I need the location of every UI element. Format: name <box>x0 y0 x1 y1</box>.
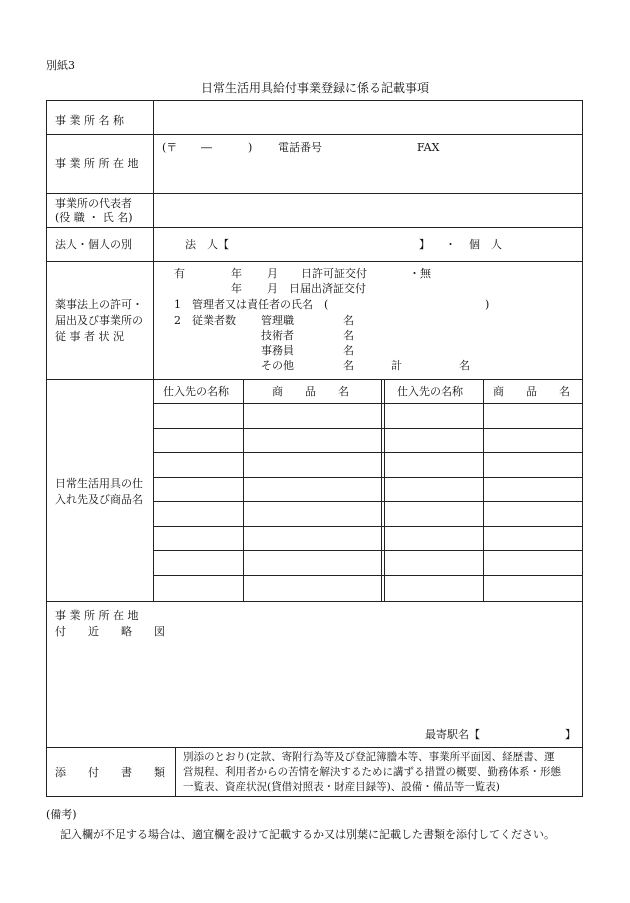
office-name-field[interactable] <box>154 102 582 134</box>
representative-field[interactable] <box>154 194 582 227</box>
staff-other: その他 <box>261 359 294 372</box>
grid-row-divider <box>153 501 582 502</box>
row-divider <box>47 379 582 380</box>
grid-row-divider <box>153 403 582 404</box>
supply-label-line1: 日常生活用具の仕 <box>55 477 143 490</box>
office-name-label: 事 業 所 名 称 <box>55 114 124 127</box>
nearest-station-label: 最寄駅名【 <box>425 728 480 741</box>
staff-engineer: 技術者 <box>261 329 294 342</box>
staff-engineer-unit: 名 <box>343 329 354 342</box>
postal-dash: ― <box>201 141 212 154</box>
document-title: 日常生活用具給付事業登録に係る記載事項 <box>200 81 429 95</box>
attachments-text-line3: 一覧表、資産状況(貸借対照表・財産目録等)、設備・備品等一覧表) <box>183 781 500 793</box>
pharma-item2: 2 従業者数 <box>174 314 236 327</box>
entity-individual-option[interactable]: 個 人 <box>469 238 502 251</box>
column-divider <box>175 747 176 797</box>
grid-divider <box>381 379 382 601</box>
supplier-name-header-right: 仕入先の名称 <box>397 385 463 398</box>
attachments-text-line2: 営規程、利用者からの苦情を解決するために講ずる措置の概要、勤務体系・形態 <box>183 766 561 778</box>
row-divider <box>47 227 582 228</box>
nearest-station-close: 】 <box>565 728 576 741</box>
grid-row-divider <box>153 550 582 551</box>
pharma-label-line1: 薬事法上の許可・ <box>55 298 143 311</box>
grid-divider <box>243 379 244 601</box>
map-label-line1: 事 業 所 所 在 地 <box>55 609 139 622</box>
staff-manager-unit: 名 <box>343 314 354 327</box>
pharma-has: 有 <box>174 267 185 280</box>
postal-close: ) <box>248 141 253 154</box>
pharma-permit: 日許可証交付 <box>301 267 367 280</box>
staff-clerk-unit: 名 <box>343 344 354 357</box>
staff-total-label: 計 <box>391 359 402 372</box>
entity-type-label: 法人・個人の別 <box>55 238 132 251</box>
grid-divider <box>483 379 484 601</box>
pharma-year-2: 年 <box>231 282 242 295</box>
supply-label-line2: 入れ先及び商品名 <box>55 493 143 506</box>
office-address-label: 事 業 所 所 在 地 <box>55 157 139 170</box>
entity-bracket-close: 】 <box>419 238 430 251</box>
representative-label: 事業所の代表者 <box>55 197 132 210</box>
registration-form <box>46 100 583 797</box>
staff-manager: 管理職 <box>261 314 294 327</box>
entity-corporate-option[interactable]: 法 人【 <box>185 238 229 251</box>
pharma-month: 月 <box>267 267 278 280</box>
pharma-notice: 日届出済証交付 <box>289 282 366 295</box>
staff-other-unit: 名 <box>343 359 354 372</box>
postal-open: (〒 <box>162 141 178 154</box>
product-name-header-right: 商 品 名 <box>493 385 570 398</box>
grid-row-divider <box>153 477 582 478</box>
column-divider <box>153 379 154 601</box>
staff-total-unit: 名 <box>459 359 470 372</box>
grid-divider <box>384 379 385 601</box>
pharma-label-line3: 従 事 者 状 況 <box>55 330 124 343</box>
page-label: 別紙3 <box>46 59 75 72</box>
grid-row-divider <box>153 575 582 576</box>
fax-label: FAX <box>417 141 440 154</box>
pharma-none: ・無 <box>409 267 431 280</box>
notes-text: 記入欄が不足する場合は、適宜欄を設けて記載するか又は別葉に記載した書類を添付してください。 <box>60 828 555 841</box>
phone-label: 電話番号 <box>278 141 322 154</box>
row-divider <box>47 601 582 602</box>
notes-heading: (備考) <box>46 808 77 821</box>
pharma-month-2: 月 <box>267 282 278 295</box>
map-area[interactable] <box>48 641 582 721</box>
pharma-label-line2: 届出及び事業所の <box>55 314 143 327</box>
grid-row-divider <box>153 452 582 453</box>
pharma-item1: 1 管理者又は責任者の氏名 ( <box>174 298 329 311</box>
grid-row-divider <box>153 428 582 429</box>
pharma-year: 年 <box>231 267 242 280</box>
representative-sublabel: (役 職 ・ 氏 名) <box>55 211 133 224</box>
office-address-field[interactable] <box>154 135 582 193</box>
pharma-item1-close: ) <box>485 298 490 311</box>
map-label-line2: 付 近 略 図 <box>55 625 165 638</box>
row-divider <box>47 747 582 748</box>
attachments-label: 添 付 書 類 <box>55 766 165 779</box>
entity-separator: ・ <box>445 238 456 251</box>
row-divider <box>47 261 582 262</box>
grid-row-divider <box>153 526 582 527</box>
supplier-name-header-left: 仕入先の名称 <box>163 385 229 398</box>
staff-clerk: 事務員 <box>261 344 294 357</box>
attachments-text-line1: 別添のとおり(定款、寄附行為等及び登記簿謄本等、事業所平面図、経歴書、運 <box>183 751 555 763</box>
product-name-header-left: 商 品 名 <box>272 385 349 398</box>
